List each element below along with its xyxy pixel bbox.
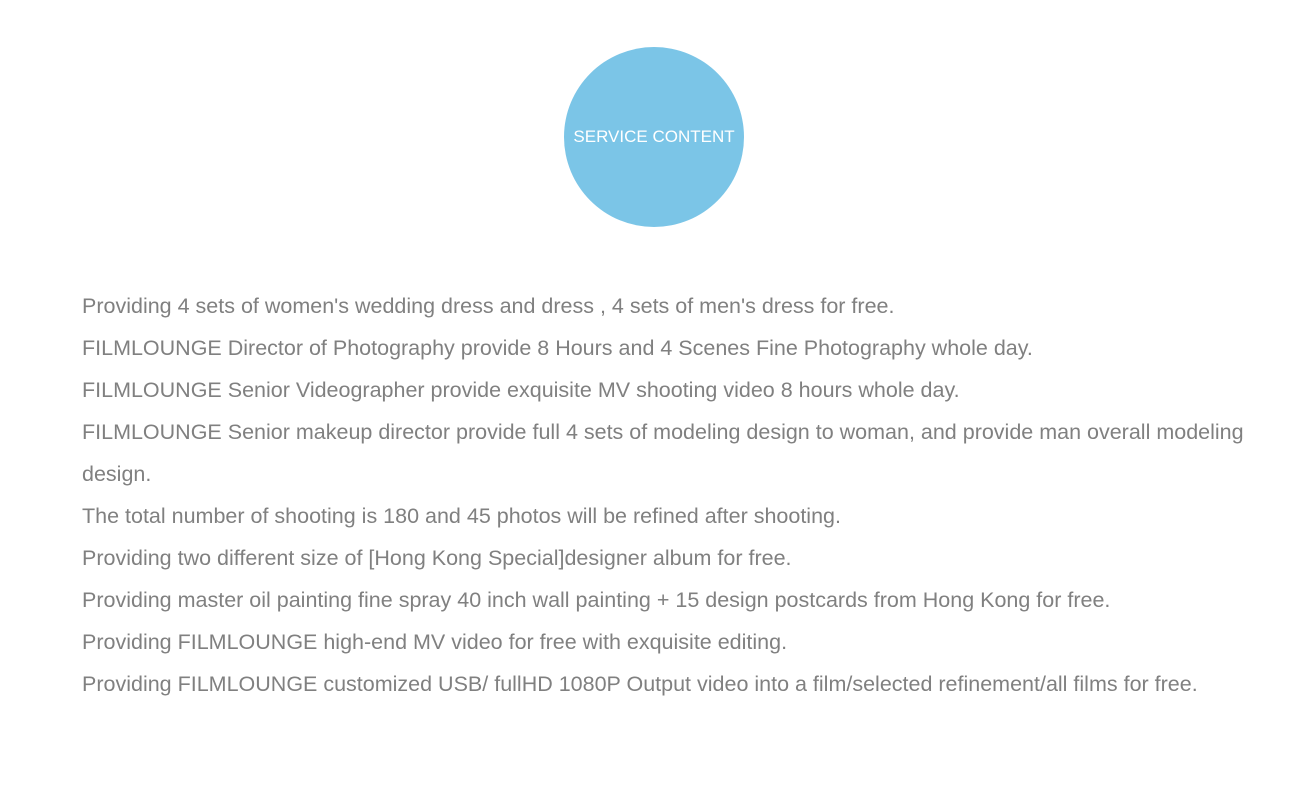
service-item: FILMLOUNGE Senior makeup director provide full 4 sets of modeling design to woman, and provide man overall modeling design. — [82, 420, 1244, 486]
badge-label: SERVICE CONTENT — [573, 127, 735, 146]
service-content-badge — [564, 47, 744, 227]
service-item: FILMLOUNGE Senior Videographer provide exquisite MV shooting video 8 hours whole day. — [82, 378, 960, 402]
service-item: Providing FILMLOUNGE customized USB/ fullHD 1080P Output video into a film/selected refinement/all films for free. — [82, 672, 1198, 696]
service-item: Providing 4 sets of women's wedding dress and dress , 4 sets of men's dress for free. — [82, 294, 895, 318]
service-list — [82, 285, 1262, 705]
service-item: Providing master oil painting fine spray 40 inch wall painting + 15 design postcards from Hong Kong for free. — [82, 588, 1111, 612]
service-item: FILMLOUNGE Director of Photography provide 8 Hours and 4 Scenes Fine Photography whole day. — [82, 336, 1033, 360]
service-item: Providing two different size of [Hong Kong Special]designer album for free. — [82, 546, 792, 570]
service-item: The total number of shooting is 180 and 45 photos will be refined after shooting. — [82, 504, 841, 528]
service-item: Providing FILMLOUNGE high-end MV video for free with exquisite editing. — [82, 630, 788, 654]
